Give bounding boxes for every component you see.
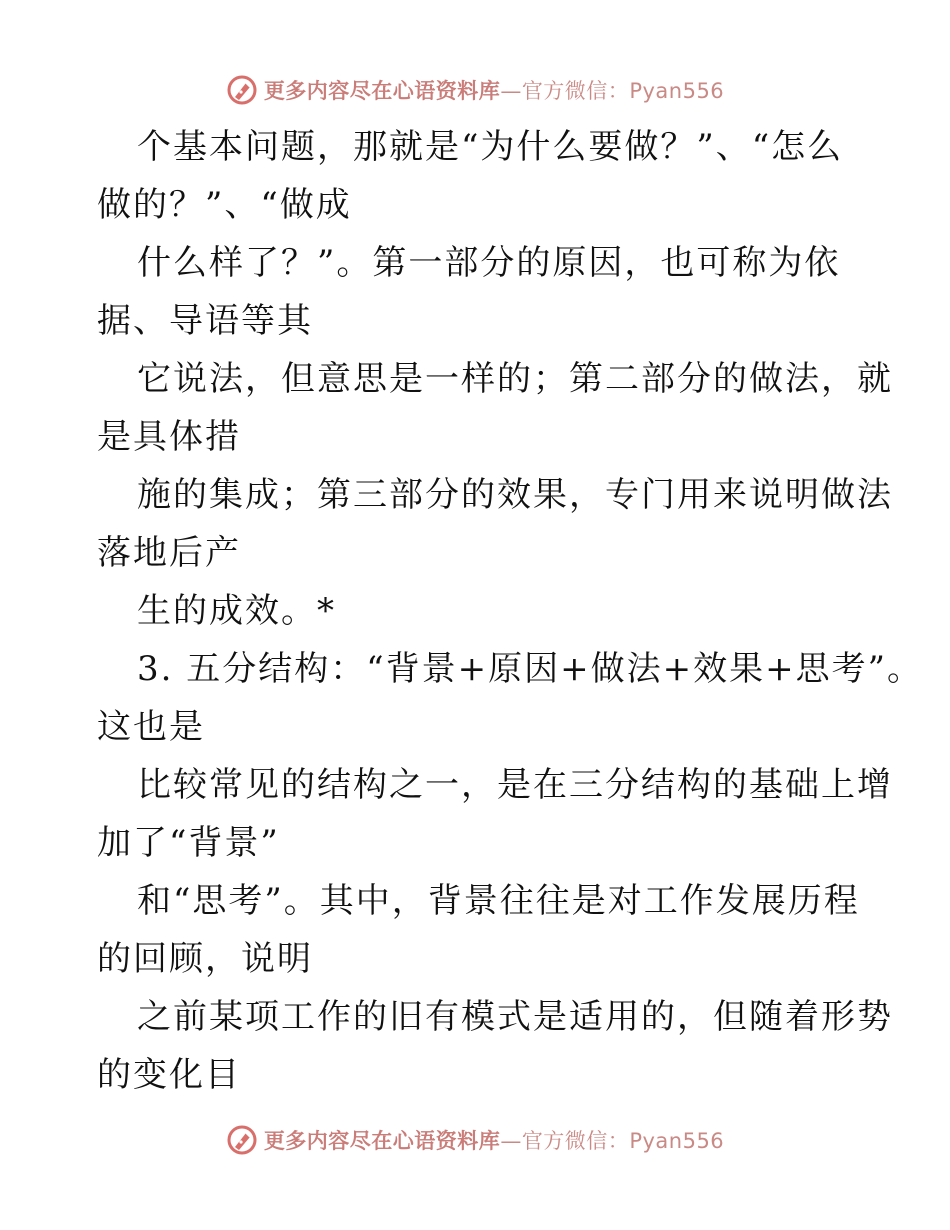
text-line: 施的集成；第三部分的效果，专门用来说明做法 bbox=[137, 475, 893, 515]
text-line: 和“思考”。其中，背景往往是对工作发展历程 bbox=[137, 881, 860, 921]
text-line: 之前某项工作的旧有模式是适用的，但随着形势 bbox=[137, 997, 893, 1037]
banner-site-text: 更多内容尽在心语资料库 bbox=[263, 1128, 501, 1153]
banner-wechat-label: 官方微信： bbox=[521, 1129, 630, 1153]
banner-wechat-id: Pyan556 bbox=[629, 79, 725, 103]
banner-dash: — bbox=[500, 79, 522, 103]
text-line: 做的？”、“做成 bbox=[97, 185, 352, 225]
text-line: 3. 五分结构：“背景+原因+做法+效果+思考”。 bbox=[137, 649, 923, 689]
banner-wechat-label: 官方微信： bbox=[521, 79, 630, 103]
pen-nib-logo-icon bbox=[226, 1124, 258, 1156]
text-line: 比较常见的结构之一，是在三分结构的基础上增 bbox=[137, 765, 893, 805]
text-line: 是具体措 bbox=[97, 417, 241, 457]
text-line: 个基本问题，那就是“为什么要做？”、“怎么 bbox=[137, 127, 844, 167]
banner-text bbox=[264, 75, 724, 105]
text-line: 它说法，但意思是一样的；第二部分的做法，就 bbox=[137, 359, 893, 399]
text-line: 生的成效。* bbox=[137, 591, 336, 631]
document-body bbox=[97, 118, 923, 1104]
text-line: 的回顾，说明 bbox=[97, 939, 313, 979]
pen-nib-logo-icon bbox=[226, 74, 258, 106]
footer-watermark-banner bbox=[0, 1120, 950, 1160]
text-line: 什么样了？”。第一部分的原因，也可称为依 bbox=[137, 243, 841, 283]
text-line: 这也是 bbox=[97, 707, 205, 747]
header-watermark-banner bbox=[0, 70, 950, 110]
banner-wechat-id: Pyan556 bbox=[629, 1129, 725, 1153]
banner-site-text: 更多内容尽在心语资料库 bbox=[263, 78, 501, 103]
text-line: 落地后产 bbox=[97, 533, 241, 573]
banner-text bbox=[264, 1125, 724, 1155]
text-line: 加了“背景” bbox=[97, 823, 280, 863]
text-line: 的变化目 bbox=[97, 1055, 241, 1095]
text-line: 据、导语等其 bbox=[97, 301, 313, 341]
banner-dash: — bbox=[500, 1129, 522, 1153]
